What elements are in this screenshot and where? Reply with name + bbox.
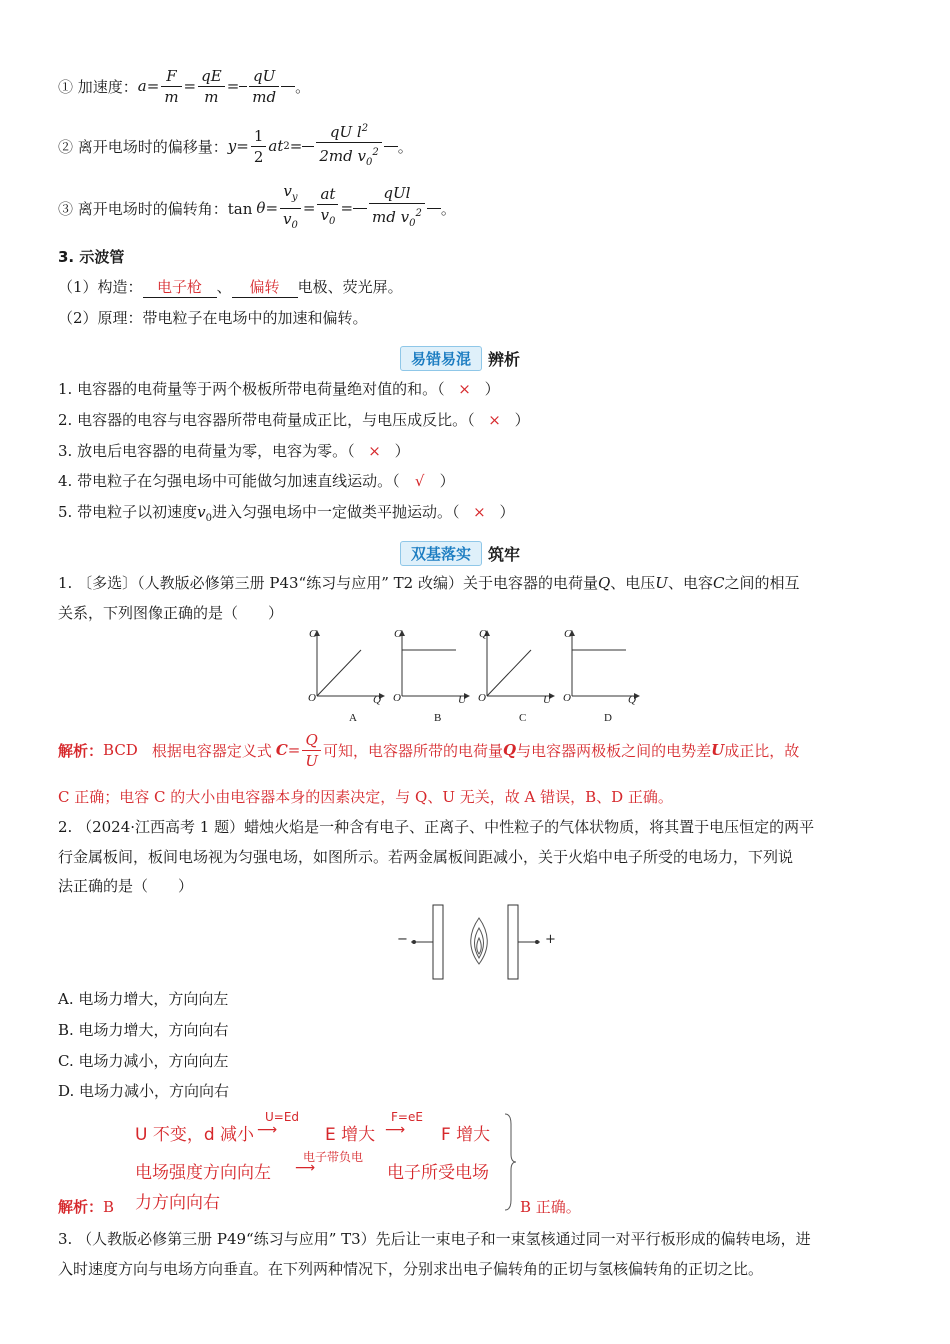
reasoning-e-increase: E 增大: [325, 1125, 376, 1145]
graph-b-y-label: C: [394, 628, 402, 640]
judgement-text: 2. 电容器的电容与电容器所带电荷量成正比，与电压成反比。（: [58, 411, 475, 429]
graph-c-y-label: Q: [479, 628, 487, 640]
blank-electron-gun: 电子枪: [143, 276, 217, 298]
graph-c-origin: O: [478, 692, 486, 704]
brace-icon: [503, 1112, 517, 1216]
judgement-text: 3. 放电后电容器的电荷量为零，电容为零。（: [58, 442, 355, 460]
judgement-close: ）: [394, 442, 410, 460]
graph-b-x-label: U: [458, 694, 466, 706]
judgement-text: 5. 带电粒子以初速度: [58, 503, 198, 521]
graph-c-x-label: U: [543, 694, 551, 706]
construction-prefix: （1）构造：: [58, 278, 143, 296]
construction-sep: 、: [216, 278, 232, 296]
q1-text: 1. 〔多选〕（人教版必修第三册 P43“练习与应用” T2 改编）关于电容器的电荷量: [58, 574, 598, 592]
judgement-text: 1. 电容器的电荷量等于两个极板所带电荷量绝对值的和。（: [58, 380, 445, 398]
q1-text-c: 、电容: [667, 574, 713, 592]
reasoning-electron-force: 电子所受电场: [387, 1163, 489, 1183]
q2-line-1: 2. （2024·江西高考 1 题）蜡烛火焰是一种含有电子、正离子、中性粒子的气体状物质，将其置于电压恒定的两平: [58, 818, 815, 836]
graph-a-x-label: Q: [373, 694, 381, 706]
q2-line-3: 法正确的是（ ）: [58, 877, 194, 895]
judgement-text-2: 进入匀强电场中一定做类平抛运动。（: [211, 503, 460, 521]
answer-text-2: 可知，电容器所带的电荷量: [323, 741, 504, 760]
arrow-2-icon: ⟶: [385, 1122, 406, 1138]
blank-deflection: 偏转: [232, 276, 298, 298]
formula-1-end: 。: [295, 77, 311, 96]
q1-answer-line-2: C 正确；电容 C 的大小由电容器本身的因素决定，与 Q、U 无关，故 A 错误，B、D 正确。: [58, 788, 673, 806]
graph-d-caption: D: [604, 712, 612, 724]
banner-tag: 双基落实: [400, 541, 482, 566]
answer-label: 解析：: [58, 1198, 104, 1216]
graph-a: [305, 628, 385, 728]
banner-word: 筑牢: [488, 544, 521, 564]
graph-b-origin: O: [393, 692, 401, 704]
option-a[interactable]: A. 电场力增大，方向向左: [58, 990, 229, 1008]
arrow-label-u-ed: U=Ed: [265, 1110, 300, 1124]
principle-line: （2）原理：带电粒子在电场中的加速和偏转。: [58, 309, 368, 327]
formula-1-label: ① 加速度：: [58, 77, 138, 96]
q2-line-2: 行金属板间，板间电场视为匀强电场，如图所示。若两金属板间距减小，关于火焰中电子所受的电场力，下列说: [58, 848, 794, 866]
judgement-mark: √: [414, 472, 425, 490]
judgement-4: [58, 470, 455, 491]
answer-text-4: 成正比，故: [724, 741, 800, 760]
q1-answer-line-1: 解析： BCD 根据电容器定义式 C = $\frac{Q}{U}$ 可知，电容器所带的电荷量 Q 与电容器两极板之间的电势差 U 成正比，故: [58, 730, 800, 770]
graph-d-y-label: C: [564, 628, 572, 640]
judgement-2: [58, 409, 530, 430]
construction-line: [58, 276, 403, 298]
plus-sign: +: [545, 932, 556, 947]
judgement-close: ）: [514, 411, 530, 429]
answer-label: 解析：: [58, 741, 104, 760]
graph-d: [560, 628, 640, 728]
judgement-5: [58, 501, 514, 524]
q1-line-1: [58, 572, 799, 593]
q2-answer: [58, 1196, 114, 1217]
section-title-oscilloscope: 3. 示波管: [58, 248, 125, 266]
q1-line-2: 关系，下列图像正确的是（ ）: [58, 604, 284, 622]
v-subscript: 0: [205, 513, 212, 524]
v-symbol: v: [197, 503, 206, 521]
q3-line-2: 入时速度方向与电场方向垂直。在下列两种情况下，分别求出电子偏转角的正切与氢核偏转角的正切之比。: [58, 1260, 764, 1278]
judgement-close: ）: [484, 380, 500, 398]
option-b[interactable]: B. 电场力增大，方向向右: [58, 1021, 229, 1039]
graph-d-origin: O: [563, 692, 571, 704]
graph-c-line: [487, 650, 531, 696]
c-symbol: C: [712, 574, 725, 592]
formula-deflection-angle: ③ 离开电场时的偏转角：tan θ = $\frac{v_y}{v_0}$ = $\frac{at}{v_0}$ = $\frac{\text{qUl}}{md v_0^2}$ 。: [58, 181, 456, 231]
graph-a-caption: A: [349, 712, 357, 724]
judgement-close: ）: [439, 472, 455, 490]
answer-choice: B: [103, 1198, 115, 1216]
judgement-mark: ×: [368, 442, 381, 460]
formula-2-label: ② 离开电场时的偏移量：: [58, 137, 228, 156]
formula-2-end: 。: [397, 137, 413, 156]
left-plate: [433, 905, 443, 979]
construction-suffix: 电极、荧光屏。: [297, 278, 403, 296]
reasoning-row-3: 力方向向右: [135, 1193, 220, 1213]
reasoning-field-left: 电场强度方向向左: [135, 1163, 271, 1183]
arrow-1-icon: ⟶: [257, 1122, 278, 1138]
q1-text-d: 之间的相互: [724, 574, 800, 592]
graph-c: [475, 628, 555, 728]
banner-word: 辨析: [488, 349, 521, 369]
arrow-label-negative: 电子带负电: [303, 1150, 364, 1164]
option-c[interactable]: C. 电场力减小，方向向左: [58, 1052, 229, 1070]
q2-answer-tail: B 正确。: [520, 1198, 581, 1216]
formula-deflection-offset: ② 离开电场时的偏移量： y = $\frac{1}{2}$ at 2 = $\frac{qU l^2}{2md v_0^2}$ 。: [58, 120, 413, 172]
parallel-plates-figure: [395, 902, 565, 982]
banner-tag: 易错易混: [400, 346, 482, 371]
banner-error-analysis: [400, 345, 520, 371]
candle-flame-icon: [471, 918, 488, 964]
arrow-label-f-ee: F=eE: [391, 1110, 423, 1124]
u-symbol: U: [655, 574, 668, 592]
formula-3-end: 。: [440, 199, 456, 218]
arrow-3-icon: ⟶: [295, 1160, 316, 1176]
answer-text-1: 根据电容器定义式: [151, 741, 272, 760]
banner-basic-practice: [400, 540, 520, 566]
formula-3-label: ③ 离开电场时的偏转角：tan: [58, 199, 253, 218]
graph-c-caption: C: [519, 712, 527, 724]
q3-line-1: 3. （人教版必修第三册 P49“练习与应用” T3）先后让一束电子和一束氢核通过同一对平行板形成的偏转电场，进: [58, 1230, 811, 1248]
reasoning-f-increase: F 增大: [441, 1125, 491, 1145]
graph-a-origin: O: [308, 692, 316, 704]
judgement-3: [58, 440, 410, 461]
judgement-mark: ×: [488, 411, 501, 429]
judgement-close: ）: [499, 503, 515, 521]
judgement-mark: ×: [458, 380, 471, 398]
graph-a-line: [317, 650, 361, 696]
graph-d-x-label: Q: [628, 694, 636, 706]
graph-b: [390, 628, 470, 728]
minus-sign: −: [397, 932, 408, 947]
judgement-mark: ×: [473, 503, 486, 521]
answer-text-3: 与电容器两极板之间的电势差: [516, 741, 712, 760]
graph-a-y-label: C: [309, 628, 317, 640]
formula-acceleration: ① 加速度： a = $\frac{F}{m}$ = $\frac{qE}{m}$ = $\frac{qU}{md}$ 。: [58, 66, 311, 106]
right-plate: [508, 905, 518, 979]
reasoning-u-constant: U 不变，d 减小: [135, 1125, 255, 1145]
option-d[interactable]: D. 电场力减小，方向向右: [58, 1082, 230, 1100]
q1-text-b: 、电压: [610, 574, 656, 592]
q-symbol: Q: [597, 574, 611, 592]
answer-choice: BCD: [103, 741, 138, 759]
judgement-text: 4. 带电粒子在匀强电场中可能做匀加速直线运动。（: [58, 472, 400, 490]
judgement-1: [58, 378, 500, 399]
graph-b-caption: B: [434, 712, 442, 724]
plates-svg: [395, 902, 565, 982]
brace-svg: [503, 1112, 517, 1212]
